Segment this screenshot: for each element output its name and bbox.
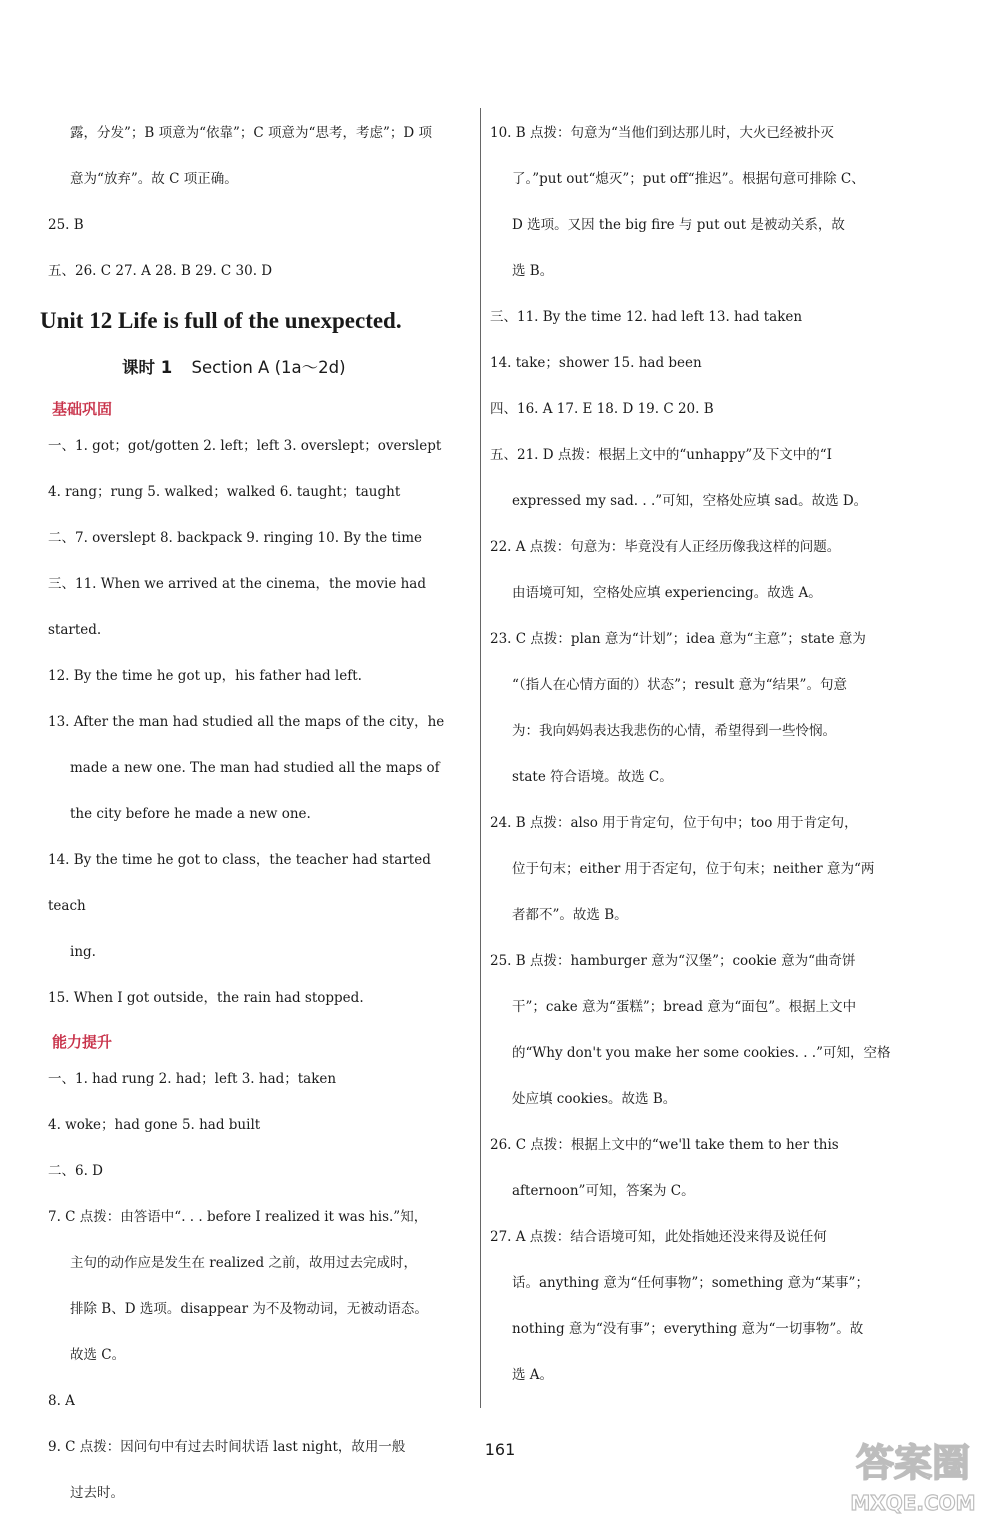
- answer-line: 4. rang；rung 5. walked；walked 6. taught；taught: [48, 484, 401, 500]
- answer-line: 13. After the man had studied all the maps of the city，he: [48, 714, 445, 730]
- lesson-label: 课时 1: [122, 358, 173, 377]
- lesson-title: [122, 354, 468, 378]
- answer-line: 由语境可知，空格处应填 experiencing。故选 A。: [512, 585, 822, 601]
- answer-line: 24. B 点拨：also 用于肯定句，位于句中；too 用于肯定句，: [490, 815, 858, 831]
- answer-line: 了。”put out“熄灭”；put off“推迟”。根据句意可排除 C、: [512, 171, 865, 187]
- answer-line: 五、26. C 27. A 28. B 29. C 30. D: [48, 263, 273, 279]
- text-line: 露，分发”；B 项意为“依靠”；C 项意为“思考，考虑”；D 项: [70, 125, 432, 141]
- answer-line: 者都不”。故选 B。: [512, 907, 628, 923]
- answer-line: nothing 意为“没有事”；everything 意为“一切事物”。故: [512, 1321, 864, 1337]
- answer-line: 为：我向妈妈表达我悲伤的心情，希望得到一些怜悯。: [512, 723, 836, 739]
- section-heading-advanced: 能力提升: [52, 1033, 113, 1051]
- answer-line: 三、11. By the time 12. had left 13. had taken: [490, 309, 803, 325]
- right-column: [490, 110, 910, 1398]
- section-heading-basic: 基础巩固: [52, 400, 113, 418]
- answer-line: 8. A: [48, 1393, 75, 1409]
- answer-line: state 符合语境。故选 C。: [512, 769, 673, 785]
- answer-line: expressed my sad. . .”可知，空格处应填 sad。故选 D。: [512, 493, 868, 509]
- watermark-url: MXQE.COM: [850, 1491, 976, 1515]
- answer-line: 7. C 点拨：由答语中“. . . before I realized it was his.”知，: [48, 1209, 428, 1225]
- answer-line: 四、16. A 17. E 18. D 19. C 20. B: [490, 401, 714, 417]
- column-divider: [480, 108, 481, 1408]
- answer-line: 14. By the time he got to class，the teacher had started teach: [48, 852, 431, 914]
- answer-line: 二、6. D: [48, 1163, 103, 1179]
- answer-line: 五、21. D 点拨：根据上文中的“unhappy”及下文中的“I: [490, 447, 832, 463]
- answer-line: 25. B 点拨：hamburger 意为“汉堡”；cookie 意为“曲奇饼: [490, 953, 856, 969]
- text-line: 意为“放弃”。故 C 项正确。: [70, 171, 238, 187]
- answer-line: 二、7. overslept 8. backpack 9. ringing 10. By the time: [48, 530, 423, 546]
- answer-line: 4. woke；had gone 5. had built: [48, 1117, 261, 1133]
- answer-line: 25. B: [48, 217, 84, 233]
- answer-line: 选 B。: [512, 263, 554, 279]
- answer-line: afternoon”可知，答案为 C。: [512, 1183, 695, 1199]
- answer-line: 位于句末；either 用于否定句，位于句末；neither 意为“两: [512, 861, 875, 877]
- unit-title: Unit 12 Life is full of the unexpected.: [40, 308, 402, 333]
- answer-line: 的“Why don't you make her some cookies. . .”可知，空格: [512, 1045, 891, 1061]
- answer-line: 主句的动作应是发生在 realized 之前，故用过去完成时，: [70, 1255, 417, 1271]
- answer-line: 14. take；shower 15. had been: [490, 355, 702, 371]
- watermark-logo: [838, 1430, 988, 1520]
- answer-line: 处应填 cookies。故选 B。: [512, 1091, 677, 1107]
- answer-line: 15. When I got outside，the rain had stopped.: [48, 990, 364, 1006]
- answer-line: made a new one. The man had studied all the maps of: [70, 760, 440, 776]
- answer-line: 22. A 点拨：句意为：毕竟没有人正经历像我这样的问题。: [490, 539, 841, 555]
- page-number: 161: [484, 1440, 516, 1459]
- answer-line: 干”；cake 意为“蛋糕”；bread 意为“面包”。根据上文中: [512, 999, 857, 1015]
- lesson-section: Section A (1a～2d): [191, 358, 346, 377]
- watermark-chars: 答案圈: [855, 1441, 971, 1485]
- answer-line: “（指人在心情方面的）状态”；result 意为“结果”。句意: [512, 677, 847, 693]
- left-column: [40, 110, 468, 1516]
- answer-line: 10. B 点拨：句意为“当他们到达那儿时，大火已经被扑灭: [490, 125, 834, 141]
- answer-line: 三、11. When we arrived at the cinema，the movie had started.: [48, 576, 426, 638]
- answer-line: 话。anything 意为“任何事物”；something 意为“某事”；: [512, 1275, 869, 1291]
- answer-line: 23. C 点拨：plan 意为“计划”；idea 意为“主意”；state 意为: [490, 631, 866, 647]
- answer-line: ing.: [70, 944, 96, 960]
- answer-line: 26. C 点拨：根据上文中的“we'll take them to her this: [490, 1137, 839, 1153]
- answer-line: 27. A 点拨：结合语境可知，此处指她还没来得及说任何: [490, 1229, 827, 1245]
- answer-line: D 选项。又因 the big fire 与 put out 是被动关系，故: [512, 217, 845, 233]
- answer-line: 排除 B、D 选项。disappear 为不及物动词，无被动语态。: [70, 1301, 428, 1317]
- answer-line: 一、1. got；got/gotten 2. left；left 3. overslept；overslept: [48, 438, 442, 454]
- answer-line: 一、1. had rung 2. had；left 3. had；taken: [48, 1071, 337, 1087]
- answer-line: the city before he made a new one.: [70, 806, 311, 822]
- answer-line: 9. C 点拨：因问句中有过去时间状语 last night，故用一般: [48, 1439, 406, 1455]
- answer-line: 选 A。: [512, 1367, 554, 1383]
- answer-line: 故选 C。: [70, 1347, 126, 1363]
- answer-line: 过去时。: [70, 1485, 124, 1501]
- answer-line: 12. By the time he got up，his father had left.: [48, 668, 362, 684]
